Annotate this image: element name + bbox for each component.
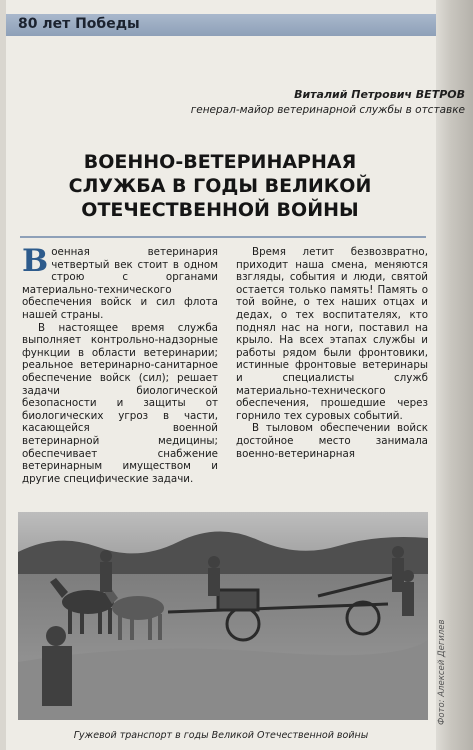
title-line-2: СЛУЖБА В ГОДЫ ВЕЛИКОЙ bbox=[68, 175, 372, 197]
paragraph-memory: Время летит безвозвратно, приходит наша смена, меняются взгляды, события и люди, святой остается только память! Память о той войне, о тех наших отцах и дедах, о тех воспитателях, кто поднял нас на ноги, поставил на крыло. На всех этапах службы и работы рядом были фронтовики, истинные фронтовые ветеринары и специалисты служб материально-технического обеспечения, прошедшие через горнило тех суровых событий. bbox=[236, 246, 428, 422]
section-title: 80 лет Победы bbox=[18, 16, 140, 32]
historical-photo bbox=[18, 512, 428, 720]
article-column-right bbox=[236, 246, 428, 460]
horse-transport-illustration bbox=[18, 512, 428, 720]
drop-cap: В bbox=[22, 243, 49, 279]
title-line-1: ВОЕННО-ВЕТЕРИНАРНАЯ bbox=[83, 151, 357, 173]
title-divider bbox=[20, 236, 426, 238]
article-column-left bbox=[22, 243, 218, 485]
author-name: Виталий Петрович ВЕТРОВ bbox=[294, 88, 465, 101]
paragraph-rear-support: В тыловом обеспечении войск достойное место занимала военно-ветеринарная bbox=[236, 422, 428, 460]
paragraph-intro bbox=[22, 243, 218, 322]
paragraph-functions: В настоящее время служба выполняет контрольно-надзорные функции в области ветеринарии; реальное ветеринарно-санитарное обеспечение войск (сил); решает задачи биологической безопасности и защиты от биологических угроз в части, касающейся военной ветеринарной медицины; обеспечивает снабжение ветеринарным имуществом и другие специфические задачи. bbox=[22, 321, 218, 485]
title-line-3: ОТЕЧЕСТВЕННОЙ ВОЙНЫ bbox=[81, 199, 359, 221]
paragraph-intro-text: оенная ветеринария четвертый век стоит в одном строю с органами материально-технического обеспечения войск и сил флота нашей страны. bbox=[22, 246, 218, 321]
photo-caption: Гужевой транспорт в годы Великой Отечественной войны bbox=[73, 730, 369, 741]
photo-credit: Фото: Алексей Дегилев bbox=[437, 619, 447, 725]
author-role: генерал-майор ветеринарной службы в отставке bbox=[190, 104, 465, 116]
section-header-bar bbox=[6, 14, 436, 36]
article-title bbox=[20, 150, 420, 222]
